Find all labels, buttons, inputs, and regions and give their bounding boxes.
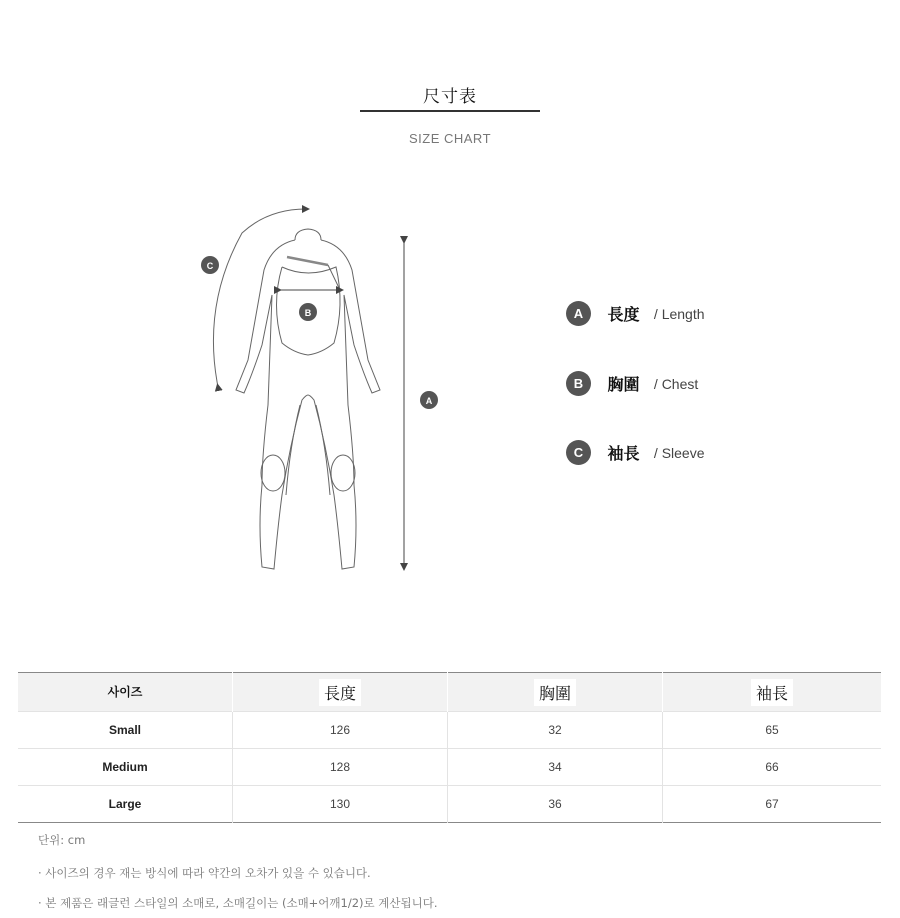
- page-title: 尺寸表: [423, 87, 477, 107]
- svg-text:B: B: [304, 308, 312, 318]
- title-underline: [360, 110, 540, 112]
- sleeve-value: 67: [663, 786, 882, 823]
- sleeve-calc-note: · 본 제품은 래글런 스타일의 소매로, 소매길이는 (소매+어깨1/2)로 계산됩니다.: [38, 896, 438, 910]
- header-size: 사이즈: [18, 673, 233, 712]
- wetsuit-outline: [236, 229, 380, 569]
- legend-cjk-chest: 胸圍: [607, 375, 640, 394]
- chest-value: 36: [448, 786, 663, 823]
- unit-note: 단위: cm: [38, 833, 86, 847]
- legend-item-chest: [566, 371, 698, 396]
- measurement-note: · 사이즈의 경우 재는 방식에 따라 약간의 오차가 있을 수 있습니다.: [38, 866, 371, 880]
- size-name: Small: [18, 712, 233, 749]
- page-subtitle: SIZE CHART: [408, 131, 492, 146]
- wetsuit-diagram: [190, 195, 460, 585]
- legend-badge-a: A: [566, 301, 591, 326]
- table-row: [18, 712, 881, 749]
- size-name: Medium: [18, 749, 233, 786]
- sleeve-value: 66: [663, 749, 882, 786]
- legend-cjk-length: 長度: [607, 305, 640, 324]
- length-value: 126: [233, 712, 448, 749]
- header-length: 長度: [233, 673, 448, 712]
- legend-item-length: [566, 301, 705, 326]
- table-row: [18, 749, 881, 786]
- length-value: 128: [233, 749, 448, 786]
- table-header-row: [18, 673, 881, 712]
- legend-en-chest: / Chest: [653, 375, 699, 392]
- table-row: [18, 786, 881, 823]
- legend-en-sleeve: / Sleeve: [653, 444, 705, 461]
- size-name: Large: [18, 786, 233, 823]
- length-value: 130: [233, 786, 448, 823]
- svg-text:A: A: [425, 396, 433, 406]
- marker-a: [420, 391, 438, 409]
- size-table: [18, 672, 881, 823]
- chest-value: 34: [448, 749, 663, 786]
- legend-cjk-sleeve: 袖長: [607, 444, 640, 463]
- legend-en-length: / Length: [653, 305, 705, 322]
- sleeve-arrow: [213, 209, 306, 387]
- chest-value: 32: [448, 712, 663, 749]
- svg-text:C: C: [206, 261, 214, 271]
- title-block: [0, 82, 900, 107]
- legend-badge-b: B: [566, 371, 591, 396]
- header-chest: 胸圍: [448, 673, 663, 712]
- marker-c: [201, 256, 219, 274]
- sleeve-value: 65: [663, 712, 882, 749]
- legend-badge-c: C: [566, 440, 591, 465]
- legend-item-sleeve: [566, 440, 705, 465]
- marker-b: [299, 303, 317, 321]
- header-sleeve: 袖長: [663, 673, 882, 712]
